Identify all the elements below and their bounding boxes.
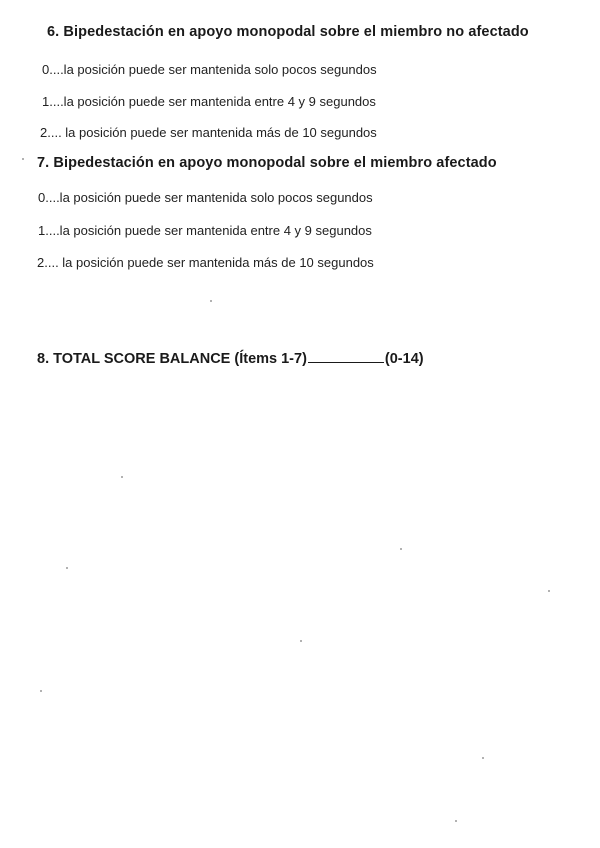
item-6-option-2: 2.... la posición puede ser mantenida más de 10 segundos bbox=[40, 125, 377, 140]
item-7-option-1: 1....la posición puede ser mantenida entre 4 y 9 segundos bbox=[38, 223, 372, 238]
scan-speck bbox=[66, 567, 68, 569]
item-6-heading: 6. Bipedestación en apoyo monopodal sobre el miembro no afectado bbox=[47, 24, 529, 40]
scan-speck bbox=[400, 548, 402, 550]
item-6-option-1: 1....la posición puede ser mantenida entre 4 y 9 segundos bbox=[42, 94, 376, 109]
scan-speck bbox=[482, 757, 484, 759]
item-7-option-0: 0....la posición puede ser mantenida solo pocos segundos bbox=[38, 190, 373, 205]
scan-speck bbox=[548, 590, 550, 592]
total-score-label: 8. TOTAL SCORE BALANCE (Ítems 1-7) bbox=[37, 351, 307, 367]
scan-speck bbox=[210, 300, 212, 302]
scan-speck bbox=[455, 820, 457, 822]
scan-speck bbox=[22, 158, 24, 160]
scan-speck bbox=[121, 476, 123, 478]
scan-speck bbox=[40, 690, 42, 692]
item-6-option-0: 0....la posición puede ser mantenida solo pocos segundos bbox=[42, 62, 377, 77]
total-score-line bbox=[37, 350, 424, 367]
total-score-blank bbox=[308, 350, 384, 363]
item-7-heading: 7. Bipedestación en apoyo monopodal sobre el miembro afectado bbox=[37, 155, 497, 171]
scan-speck bbox=[300, 640, 302, 642]
total-score-range: (0-14) bbox=[384, 351, 424, 367]
item-7-option-2: 2.... la posición puede ser mantenida más de 10 segundos bbox=[37, 255, 374, 270]
